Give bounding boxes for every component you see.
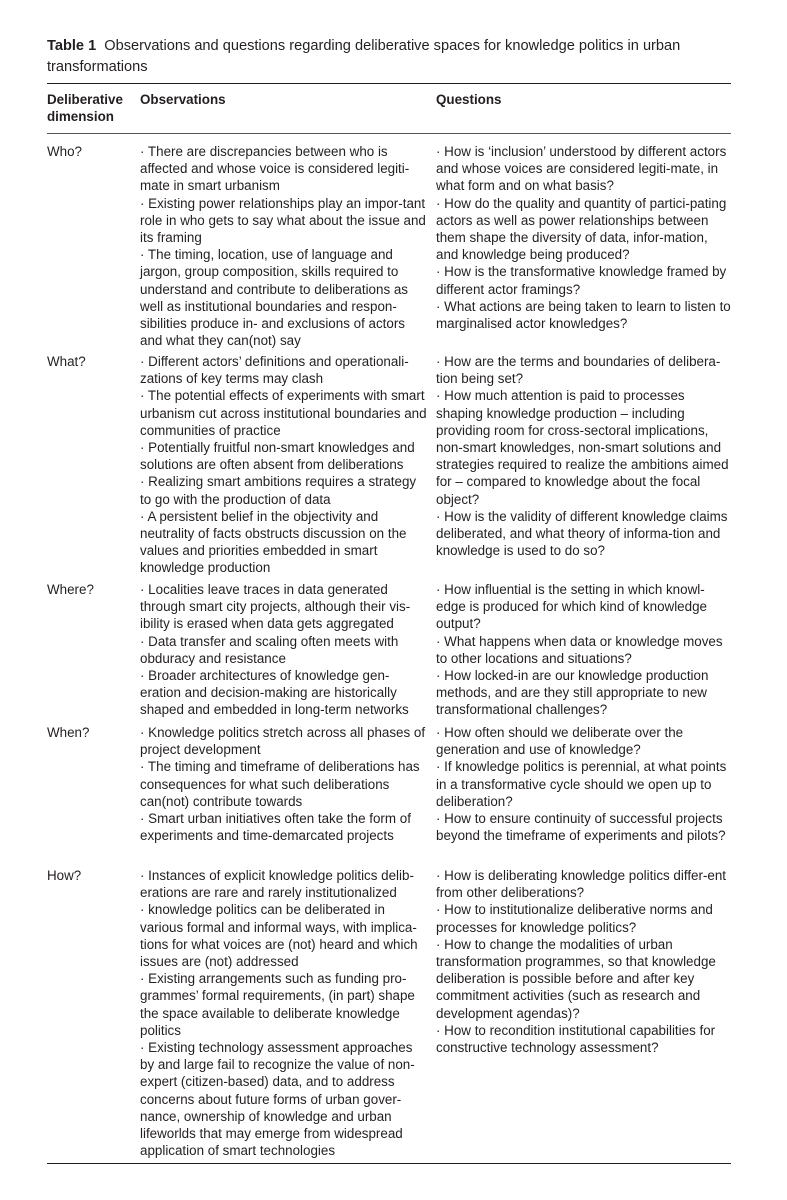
question-item: · How to change the modalities of urban transformation programmes, so that knowledge deliberation is possible before and after key commitment activities (such as research and development agendas)? (436, 936, 716, 1021)
row-how-dimension: How? (47, 868, 82, 883)
table-label: Table 1 (47, 38, 97, 54)
question-item: · How is the transformative knowledge framed by different actor framings? (436, 264, 727, 297)
question-item: · If knowledge politics is perennial, at what points in a transformative cycle should we open up to deliberation? (436, 759, 727, 809)
row-when-observations (140, 724, 428, 844)
observation-item: · A persistent belief in the objectivity and neutrality of facts obstructs discussion on the values and priorities embedded in smart knowledge production (140, 508, 407, 576)
table-title: Observations and questions regarding deliberative spaces for knowledge politics in urban transformations (47, 38, 681, 75)
table-bottom-rule (47, 1163, 731, 1164)
row-what-questions (436, 353, 732, 559)
observation-item: · Broader architectures of knowledge gen-eration and decision-making are historically shaped and embedded in long-term networks (140, 668, 409, 718)
question-item: · How to ensure continuity of successful projects beyond the timeframe of experiments and pilots? (436, 811, 726, 844)
question-item: · How is deliberating knowledge politics differ-ent from other deliberations? (436, 868, 727, 901)
observation-item: · The potential effects of experiments with smart urbanism cut across institutional boundaries and communities of practice (140, 388, 427, 438)
question-item: · How locked-in are our knowledge production methods, and are they still appropriate to new transformational challenges? (436, 668, 709, 718)
header-observations: Observations (140, 92, 226, 107)
question-item: · How is ‘inclusion’ understood by different actors and whose voices are considered legiti-mate, in what form and on what basis? (436, 144, 727, 194)
row-where-dimension: Where? (47, 582, 94, 597)
question-item: · How often should we deliberate over the generation and use of knowledge? (436, 725, 684, 758)
question-item: · How influential is the setting in which knowl-edge is produced for which kind of knowledge output? (436, 582, 707, 632)
question-item: · What happens when data or knowledge moves to other locations and situations? (436, 633, 723, 666)
header-rule (47, 133, 731, 134)
observation-item: · knowledge politics can be deliberated in various formal and informal ways, with implica-tions for what voices are (not) heard and which issues are (not) addressed (140, 902, 418, 970)
row-when-questions (436, 724, 732, 844)
observation-item: · The timing, location, use of language and jargon, group composition, skills required to understand and contribute to deliberations as well as institutional boundaries and respon-sibilities produce in- and exclusions of actors and what they can(not) say (140, 247, 408, 349)
question-item: · How are the terms and boundaries of delibera-tion being set? (436, 354, 721, 387)
header-questions: Questions (436, 92, 502, 107)
row-what-dimension: What? (47, 354, 86, 369)
observation-item: · Existing power relationships play an impor-tant role in who gets to say what about the issue and its framing (140, 195, 426, 246)
observation-item: · Localities leave traces in data generated through smart city projects, although their vis-ibility is erased when data gets aggregated (140, 582, 411, 632)
row-how-observations (140, 867, 428, 1159)
table-caption (47, 36, 747, 78)
observation-item: · Potentially fruitful non-smart knowledges and solutions are often absent from deliberations (140, 440, 415, 473)
question-item: · How to institutionalize deliberative norms and processes for knowledge politics? (436, 902, 713, 935)
observation-item: · Existing technology assessment approaches by and large fail to recognize the value of non-expert (citizen-based) data, and to address concerns about future forms of urban gover-nance, ownership of knowledge and urban lifeworlds that may emerge from widespread application of smart technologies (140, 1040, 415, 1159)
question-item: · How is the validity of different knowledge claims deliberated, and what theory of informa-tion and knowledge is used to do so? (436, 508, 728, 559)
observation-item: · Existing arrangements such as funding pro-grammes’ formal requirements, (in part) shape the space available to deliberate knowledge politics (140, 971, 415, 1038)
observation-item: · Instances of explicit knowledge politics delib-erations are rare and rarely institutionalized (140, 868, 414, 901)
observation-item: · Knowledge politics stretch across all phases of project development (140, 725, 426, 758)
question-item: · How do the quality and quantity of partici-pating actors as well as power relationships between them shape the diversity of data, infor-mation, and knowledge being produced? (436, 195, 727, 263)
row-where-observations (140, 581, 428, 719)
row-how-questions (436, 867, 732, 1056)
observation-item: · Data transfer and scaling often meets with obduracy and resistance (140, 633, 399, 666)
observation-item: · There are discrepancies between who is affected and whose voice is considered legiti-mate in smart urbanism (140, 144, 410, 194)
observation-item: · Realizing smart ambitions requires a strategy to go with the production of data (140, 474, 417, 507)
row-who-dimension: Who? (47, 144, 82, 159)
observation-item: · Different actors’ definitions and operationali-zations of key terms may clash (140, 354, 409, 387)
observation-item: · Smart urban initiatives often take the form of experiments and time-demarcated projects (140, 811, 411, 844)
row-where-questions (436, 581, 732, 719)
row-who-questions (436, 143, 732, 332)
row-who-observations (140, 143, 428, 349)
observation-item: · The timing and timeframe of deliberations has consequences for what such deliberations can(not) contribute towards (140, 759, 420, 809)
header-dimension: Deliberative dimension (47, 92, 123, 124)
table-top-rule (47, 83, 731, 84)
question-item: · What actions are being taken to learn to listen to marginalised actor knowledges? (436, 298, 731, 332)
row-when-dimension: When? (47, 725, 90, 740)
question-item: · How to recondition institutional capabilities for constructive technology assessment? (436, 1022, 716, 1056)
row-what-observations (140, 353, 428, 577)
question-item: · How much attention is paid to processes shaping knowledge production – including providing room for cross-sectoral implications, non-smart knowledges, non-smart solutions and strategies required to realize the ambitions aimed for – compared to knowledge about the focal object? (436, 388, 729, 507)
